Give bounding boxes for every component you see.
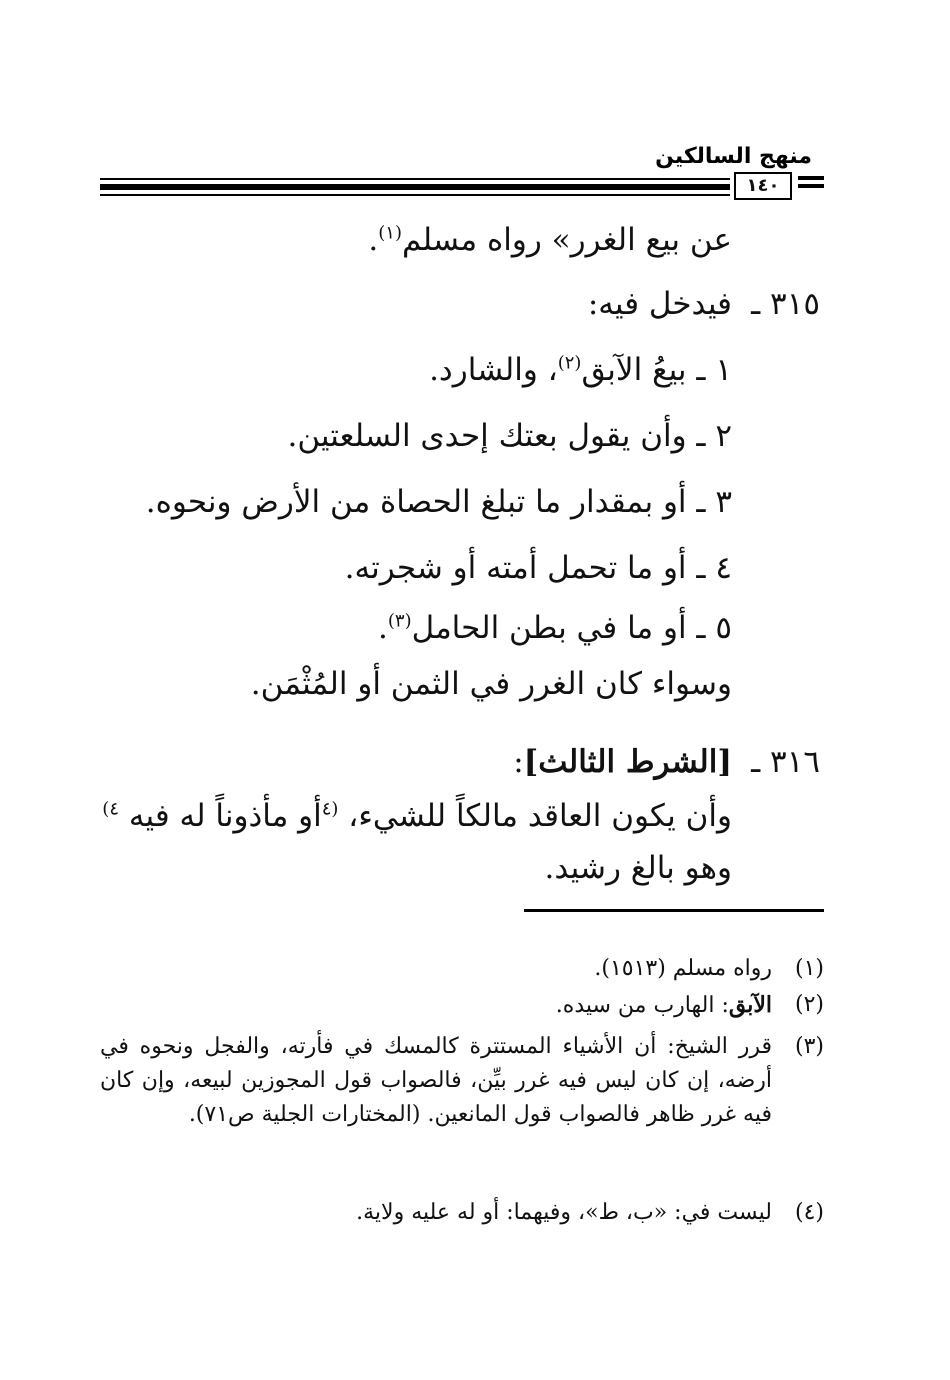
condition-line-1-text: وأن يكون العاقد مالكاً للشيء، xyxy=(338,798,732,834)
footnote-ref-4-open: (٤ xyxy=(321,798,339,820)
item-316-number: ٣١٦ ـ xyxy=(751,744,820,780)
sub-item-1-end: ، والشارد. xyxy=(429,352,558,388)
footnote-separator xyxy=(524,909,824,912)
header-edge-bars xyxy=(798,176,824,192)
footnote-4 xyxy=(100,1196,824,1230)
footnote-3-text: قرر الشيخ: أن الأشياء المستترة كالمسك في فأرته، والفجل ونحوه في أرضه، إن كان ليس فيه غرر بيِّن، فالصواب قول المجوزين لبيعه، وإن كان فيه غرر ظاهر فالصواب قول المانعين. (المختارات الجلية ص٧١). xyxy=(100,1034,772,1127)
item-315-number: ٣١٥ ـ xyxy=(751,286,820,322)
sub-item-5 xyxy=(378,606,732,650)
body-line-1-text: عن بيع الغرر» رواه مسلم xyxy=(402,222,732,258)
footnote-2-text xyxy=(100,988,772,1023)
item-316-colon: : xyxy=(513,744,524,780)
footnote-1 xyxy=(100,952,824,986)
sub-item-2: ٢ ـ وأن يقول بعتك إحدى السلعتين. xyxy=(287,418,732,454)
sub-item-1 xyxy=(429,348,732,392)
footnote-4-text: ليست في: «ب، ط»، وفيهما: أو له عليه ولاية. xyxy=(356,1200,772,1225)
header-rule-thin xyxy=(100,178,730,180)
footnote-3-marker: (٣) xyxy=(794,1034,824,1059)
item-315-text: فيدخل فيه: xyxy=(587,286,732,322)
body-line-1 xyxy=(368,218,732,262)
footnote-ref-3: (٣) xyxy=(387,610,412,632)
condition-line-1 xyxy=(100,794,732,838)
item-316-heading-line xyxy=(513,740,732,784)
footnote-3 xyxy=(100,1030,824,1132)
footnote-2 xyxy=(100,988,824,1023)
summary-line: وسواء كان الغرر في الثمن أو المُثْمَن. xyxy=(250,666,732,702)
header-rule-thick xyxy=(100,184,730,190)
footnote-ref-1: (١) xyxy=(378,222,402,244)
sub-item-4: ٤ ـ أو ما تحمل أمته أو شجرته. xyxy=(344,550,732,586)
sub-item-3: ٣ ـ أو بمقدار ما تبلغ الحصاة من الأرض ونحوه. xyxy=(145,484,732,520)
footnote-1-marker: (١) xyxy=(794,956,824,981)
body-line-1-end: . xyxy=(368,222,379,258)
footnote-ref-2: (٢) xyxy=(557,352,582,374)
footnote-2-definition: : الهارب من سيده. xyxy=(555,993,729,1018)
condition-line-2: وهو بالغ رشيد. xyxy=(544,850,732,886)
header-rule-thin-lower xyxy=(100,194,730,196)
sub-item-5-text: ٥ ـ أو ما في بطن الحامل xyxy=(411,610,732,646)
sub-item-1-text: ١ ـ بيعُ الآبق xyxy=(581,352,732,388)
footnote-2-term: الآبق xyxy=(728,992,772,1018)
sub-item-5-end: . xyxy=(378,610,388,646)
footnote-1-text: رواه مسلم (١٥١٣). xyxy=(594,956,772,981)
condition-line-1-mid: أو مأذوناً له فيه xyxy=(118,798,322,834)
page-number: ١٤٠ xyxy=(734,172,792,200)
footnote-ref-4-close: ٤) xyxy=(102,798,119,820)
item-316-heading: [الشرط الثالث] xyxy=(523,744,732,780)
footnote-4-marker: (٤) xyxy=(794,1200,824,1225)
footnote-2-marker: (٢) xyxy=(794,992,824,1017)
running-header-title: منهج السالكين xyxy=(655,144,812,169)
